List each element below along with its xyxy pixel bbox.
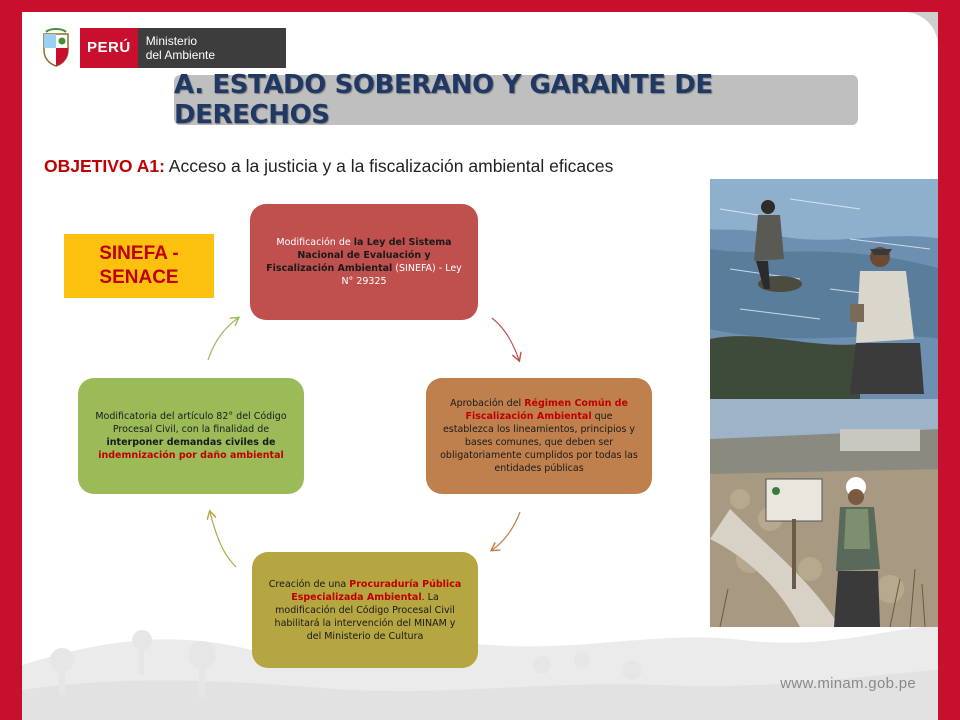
- cycle-node-codigo-procesal: [78, 378, 304, 494]
- left-red-band: [0, 0, 22, 720]
- arrow-1-to-2: [492, 318, 519, 360]
- cycle-node-regimen-comun: [426, 378, 652, 494]
- node3-text-post: . La modificación del Código Procesal Civil habilitará la intervención del MINAM y del Ministerio de Cultura: [274, 591, 456, 642]
- node1-text-pre: Modificación de: [276, 237, 354, 248]
- node4-text-bold: interponer demandas civiles de: [106, 437, 276, 448]
- ministry-logo: [40, 26, 286, 70]
- ministry-line-2: del Ambiente: [145, 48, 216, 62]
- right-red-band: [938, 0, 960, 720]
- objective-statement: [44, 155, 720, 177]
- country-label: PERÚ: [80, 28, 138, 68]
- tag-line-1: SINEFA -: [99, 243, 179, 264]
- node2-text-pre: Aprobación del: [450, 398, 525, 409]
- node2-text-highlight: Régimen Común de Fiscalización Ambiental: [465, 398, 628, 422]
- objective-text: Acceso a la justicia y a la fiscalización ambiental eficaces: [164, 156, 614, 176]
- tag-line-2: SENACE: [99, 267, 179, 288]
- title-bar: [174, 70, 858, 130]
- objective-label: OBJETIVO A1:: [44, 156, 165, 176]
- ministry-label: [138, 28, 286, 68]
- cycle-node-sinefa-law: [250, 204, 478, 320]
- node4-text-highlight: indemnización por daño ambiental: [98, 450, 284, 461]
- footer-url[interactable]: www.minam.gob.pe: [780, 675, 916, 692]
- field-inspector-photo: [710, 399, 938, 627]
- cycle-node-procuraduria: [252, 552, 478, 668]
- ministry-line-1: Ministerio: [145, 34, 198, 48]
- arrow-2-to-3: [492, 512, 520, 550]
- slide-card: [22, 12, 938, 720]
- node1-text-bold: la Ley del Sistema Nacional de Evaluación y Fiscalización Ambiental: [266, 237, 452, 274]
- arrow-4-to-1: [208, 318, 238, 360]
- node3-text-highlight: Procuraduría Pública Especializada Ambiental: [291, 578, 462, 603]
- node3-text-pre: Creación de una: [268, 578, 350, 590]
- river-inspection-photo: [710, 179, 938, 399]
- node1-text-post: (SINEFA) - Ley N° 29325: [341, 263, 462, 287]
- node2-text-post: que establezca los lineamientos, principios y bases comunes, que deben ser obligatoriamente cumplidos por todas las entidades públicas: [440, 411, 638, 474]
- top-red-band: [0, 0, 960, 12]
- arrow-3-to-4: [210, 512, 236, 567]
- coat-of-arms-icon: [40, 28, 72, 68]
- node4-text-pre: Modificatoria del artículo 82° del Código Procesal Civil, con la finalidad de: [95, 411, 287, 435]
- page-title: A. ESTADO SOBERANO Y GARANTE DE DERECHOS: [174, 70, 713, 130]
- sinefa-senace-tag: [64, 234, 214, 298]
